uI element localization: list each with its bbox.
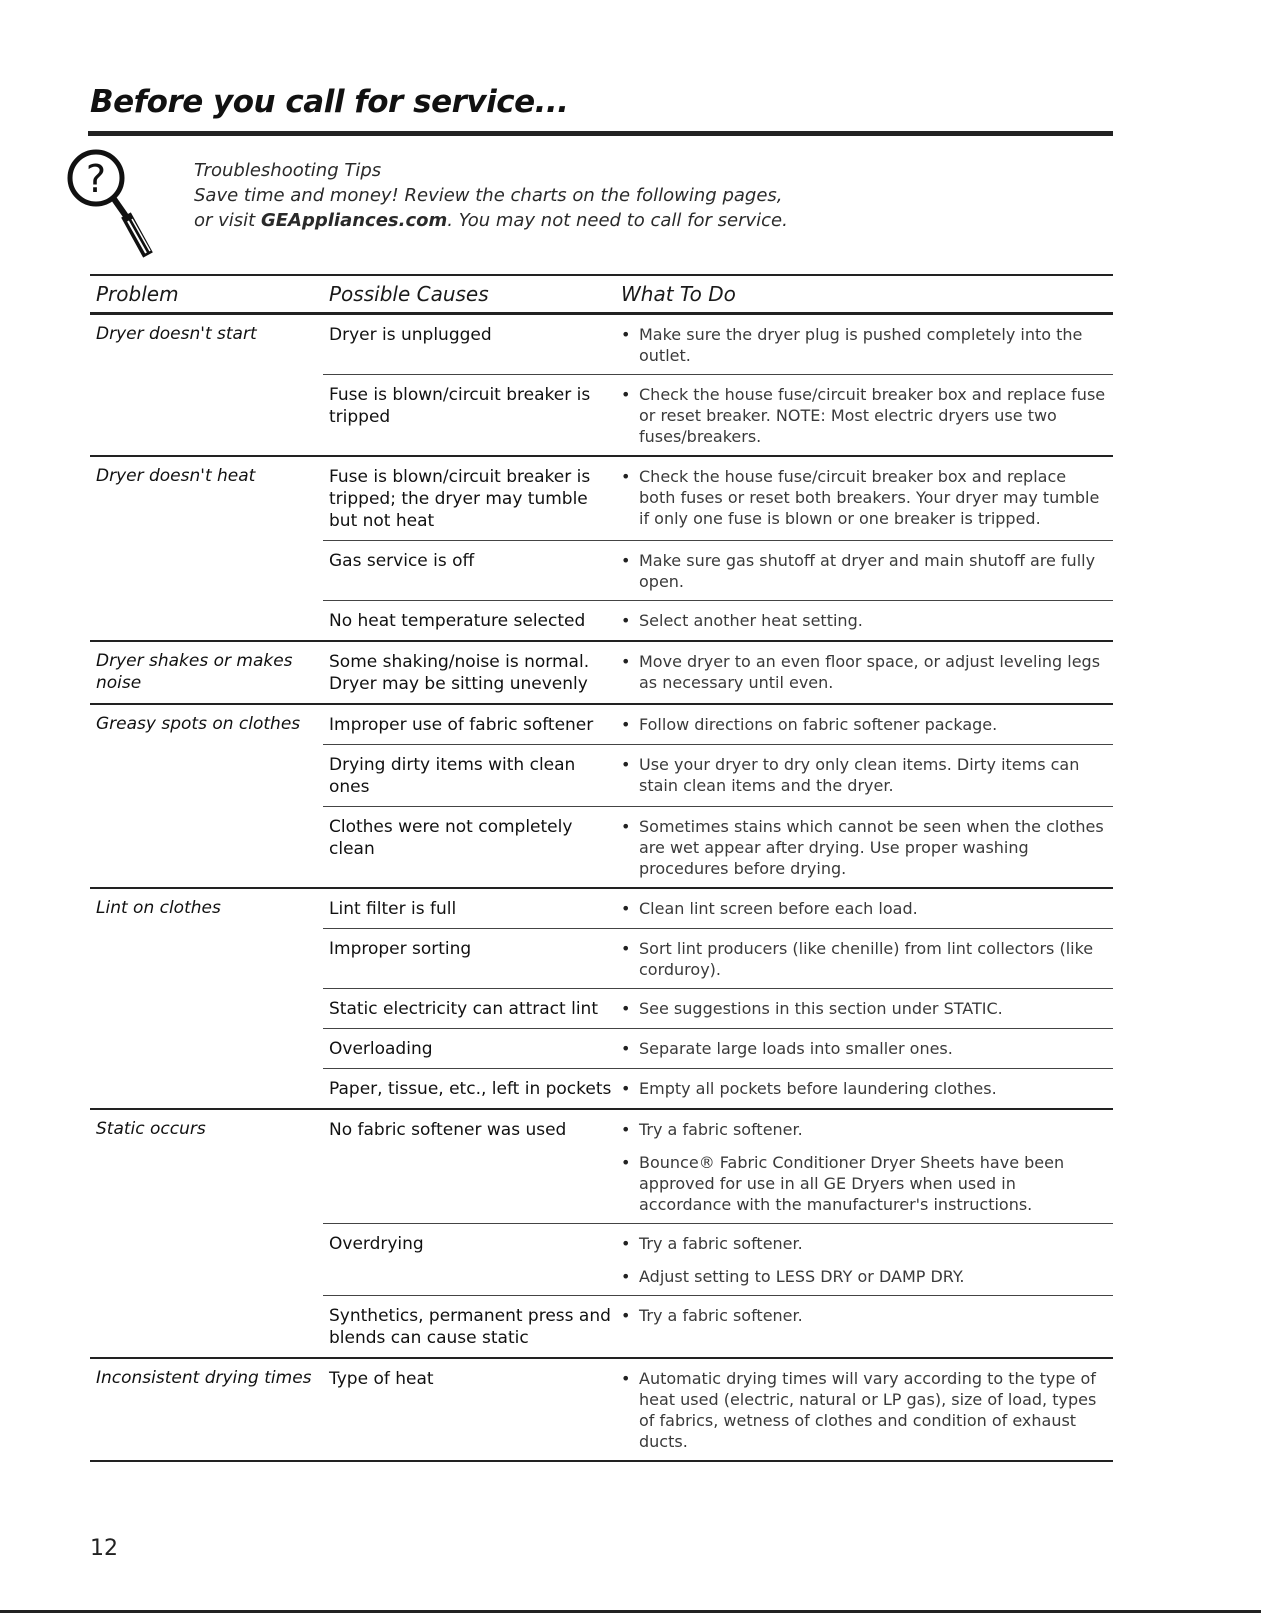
bullet-icon: • bbox=[621, 551, 631, 570]
bullet-icon: • bbox=[621, 325, 631, 344]
possible-cause: Synthetics, permanent press and blends can cause static bbox=[329, 1306, 611, 1348]
what-to-do-list bbox=[621, 610, 1113, 632]
what-to-do-item bbox=[621, 1305, 1113, 1326]
what-to-do-text: Follow directions on fabric softener package. bbox=[639, 715, 998, 734]
what-to-do-list bbox=[621, 998, 1113, 1020]
table-row bbox=[323, 1224, 1113, 1296]
what-to-do-item bbox=[621, 550, 1113, 592]
possible-cause: Fuse is blown/circuit breaker is tripped; the dryer may tumble but not heat bbox=[329, 467, 591, 531]
what-to-do-item bbox=[621, 1038, 1113, 1059]
what-to-do-text: Empty all pockets before laundering clothes. bbox=[639, 1079, 997, 1098]
possible-cause: Fuse is blown/circuit breaker is tripped bbox=[329, 385, 591, 427]
table-row bbox=[323, 1110, 1113, 1224]
what-to-do-list bbox=[621, 754, 1113, 798]
what-to-do-text: See suggestions in this section under STATIC. bbox=[639, 999, 1003, 1018]
header-what-to-do: What To Do bbox=[621, 282, 736, 306]
bullet-icon: • bbox=[621, 715, 631, 734]
problem-group bbox=[90, 457, 1113, 642]
bullet-icon: • bbox=[621, 611, 631, 630]
what-to-do-text: Make sure the dryer plug is pushed completely into the outlet. bbox=[639, 325, 1083, 365]
bullet-icon: • bbox=[621, 755, 631, 774]
what-to-do-list bbox=[621, 1305, 1113, 1349]
causes-list bbox=[323, 642, 1113, 703]
what-to-do-list bbox=[621, 651, 1113, 695]
what-to-do-list bbox=[621, 1119, 1113, 1215]
problem-group bbox=[90, 315, 1113, 457]
causes-list bbox=[323, 1359, 1113, 1460]
table-row bbox=[323, 929, 1113, 989]
what-to-do-list bbox=[621, 324, 1113, 366]
table-body bbox=[90, 315, 1113, 1462]
what-to-do-item bbox=[621, 998, 1113, 1019]
problem-group bbox=[90, 705, 1113, 889]
table-row bbox=[323, 1069, 1113, 1108]
what-to-do-item bbox=[621, 938, 1113, 980]
bullet-icon: • bbox=[621, 817, 631, 836]
what-to-do-list bbox=[621, 714, 1113, 736]
bullet-icon: • bbox=[621, 1039, 631, 1058]
what-to-do-item bbox=[621, 816, 1113, 879]
table-row bbox=[323, 315, 1113, 375]
title-rule bbox=[88, 131, 1113, 136]
what-to-do-text: Adjust setting to LESS DRY or DAMP DRY. bbox=[639, 1267, 965, 1286]
what-to-do-list bbox=[621, 384, 1113, 447]
possible-cause: Gas service is off bbox=[329, 551, 475, 571]
possible-cause: Some shaking/noise is normal. Dryer may be sitting unevenly bbox=[329, 652, 590, 694]
bullet-icon: • bbox=[621, 1153, 631, 1172]
bullet-icon: • bbox=[621, 385, 631, 404]
what-to-do-list bbox=[621, 550, 1113, 592]
problem-group bbox=[90, 889, 1113, 1110]
what-to-do-item bbox=[621, 651, 1113, 693]
problem-label: Dryer doesn't start bbox=[96, 324, 257, 344]
troubleshooting-table bbox=[90, 274, 1113, 1462]
problem-label: Dryer doesn't heat bbox=[96, 466, 256, 486]
table-row bbox=[323, 642, 1113, 703]
possible-cause: Drying dirty items with clean ones bbox=[329, 755, 576, 797]
table-row bbox=[323, 1029, 1113, 1069]
bullet-icon: • bbox=[621, 1267, 631, 1286]
what-to-do-list bbox=[621, 1368, 1113, 1452]
what-to-do-item bbox=[621, 1152, 1113, 1215]
causes-list bbox=[323, 1110, 1113, 1357]
what-to-do-item bbox=[621, 714, 1113, 735]
possible-cause: Static electricity can attract lint bbox=[329, 999, 598, 1019]
bullet-icon: • bbox=[621, 1306, 631, 1325]
page-title: Before you call for service... bbox=[90, 84, 569, 120]
table-row bbox=[323, 601, 1113, 640]
bullet-icon: • bbox=[621, 1079, 631, 1098]
what-to-do-text: Separate large loads into smaller ones. bbox=[639, 1039, 953, 1058]
page-number: 12 bbox=[90, 1536, 118, 1561]
table-row bbox=[323, 889, 1113, 929]
question-magnifier-icon bbox=[62, 149, 188, 269]
what-to-do-item bbox=[621, 1119, 1113, 1140]
causes-list bbox=[323, 457, 1113, 640]
bullet-icon: • bbox=[621, 939, 631, 958]
problem-group bbox=[90, 1110, 1113, 1359]
problem-label: Inconsistent drying times bbox=[96, 1368, 312, 1388]
what-to-do-item bbox=[621, 1368, 1113, 1452]
what-to-do-list bbox=[621, 1233, 1113, 1287]
what-to-do-text: Try a fabric softener. bbox=[639, 1234, 803, 1253]
what-to-do-text: Select another heat setting. bbox=[639, 611, 863, 630]
possible-cause: Improper sorting bbox=[329, 939, 472, 959]
causes-list bbox=[323, 889, 1113, 1108]
table-row bbox=[323, 457, 1113, 541]
bullet-icon: • bbox=[621, 1369, 631, 1388]
table-row bbox=[323, 375, 1113, 455]
bullet-icon: • bbox=[621, 652, 631, 671]
bullet-icon: • bbox=[621, 899, 631, 918]
tips-line-2-after: . You may not need to call for service. bbox=[447, 210, 788, 231]
what-to-do-item bbox=[621, 466, 1113, 529]
what-to-do-list bbox=[621, 1038, 1113, 1060]
what-to-do-text: Try a fabric softener. bbox=[639, 1120, 803, 1139]
tips-heading: Troubleshooting Tips bbox=[194, 160, 382, 181]
problem-label: Dryer shakes or makes noise bbox=[96, 651, 293, 693]
bottom-rule bbox=[0, 1610, 1261, 1613]
possible-cause: No fabric softener was used bbox=[329, 1120, 567, 1140]
what-to-do-item bbox=[621, 754, 1113, 796]
what-to-do-list bbox=[621, 898, 1113, 920]
what-to-do-text: Check the house fuse/circuit breaker box and replace fuse or reset breaker. NOTE: Most electric dryers use two fuses/breakers. bbox=[639, 385, 1106, 446]
what-to-do-list bbox=[621, 938, 1113, 980]
possible-cause: Dryer is unplugged bbox=[329, 325, 492, 345]
tips-line-2 bbox=[194, 208, 788, 233]
table-header bbox=[90, 274, 1113, 315]
what-to-do-text: Sort lint producers (like chenille) from lint collectors (like corduroy). bbox=[639, 939, 1094, 979]
header-problem: Problem bbox=[96, 282, 179, 306]
problem-label: Lint on clothes bbox=[96, 898, 221, 918]
what-to-do-text: Make sure gas shutoff at dryer and main shutoff are fully open. bbox=[639, 551, 1096, 591]
possible-cause: No heat temperature selected bbox=[329, 611, 586, 631]
problem-group bbox=[90, 1359, 1113, 1462]
what-to-do-text: Automatic drying times will vary according to the type of heat used (electric, natural or LP gas), size of load, types of fabrics, wetness of clothes and condition of exhaust ducts. bbox=[639, 1369, 1097, 1451]
problem-label: Static occurs bbox=[96, 1119, 206, 1139]
possible-cause: Clothes were not completely clean bbox=[329, 817, 573, 859]
what-to-do-text: Try a fabric softener. bbox=[639, 1306, 803, 1325]
possible-cause: Paper, tissue, etc., left in pockets bbox=[329, 1079, 612, 1099]
possible-cause: Overloading bbox=[329, 1039, 433, 1059]
bullet-icon: • bbox=[621, 467, 631, 486]
geappliances-link[interactable]: GEAppliances.com bbox=[260, 210, 448, 231]
what-to-do-item bbox=[621, 384, 1113, 447]
what-to-do-text: Check the house fuse/circuit breaker box and replace both fuses or reset both breakers. Your dryer may tumble if only one fuse is blown or one breaker is tripped. bbox=[639, 467, 1100, 528]
what-to-do-item bbox=[621, 1266, 1113, 1287]
problem-group bbox=[90, 642, 1113, 705]
table-row bbox=[323, 807, 1113, 887]
bullet-icon: • bbox=[621, 999, 631, 1018]
possible-cause: Improper use of fabric softener bbox=[329, 715, 594, 735]
what-to-do-item bbox=[621, 610, 1113, 631]
causes-list bbox=[323, 315, 1113, 455]
table-row bbox=[323, 1296, 1113, 1357]
table-row bbox=[323, 705, 1113, 745]
tips-line-1: Save time and money! Review the charts on the following pages, bbox=[194, 185, 783, 206]
what-to-do-list bbox=[621, 1078, 1113, 1100]
what-to-do-list bbox=[621, 466, 1113, 532]
problem-label: Greasy spots on clothes bbox=[96, 714, 301, 734]
what-to-do-item bbox=[621, 898, 1113, 919]
tips-line-2-before: or visit bbox=[194, 210, 261, 231]
what-to-do-item bbox=[621, 1233, 1113, 1254]
table-row bbox=[323, 745, 1113, 807]
possible-cause: Lint filter is full bbox=[329, 899, 457, 919]
table-row bbox=[323, 1359, 1113, 1460]
svg-text:?: ? bbox=[85, 157, 107, 201]
what-to-do-text: Move dryer to an even floor space, or adjust leveling legs as necessary until even. bbox=[639, 652, 1101, 692]
troubleshooting-tips bbox=[194, 158, 788, 233]
what-to-do-item bbox=[621, 1078, 1113, 1099]
possible-cause: Overdrying bbox=[329, 1234, 424, 1254]
what-to-do-text: Sometimes stains which cannot be seen when the clothes are wet appear after drying. Use proper washing procedures before drying. bbox=[639, 817, 1104, 878]
table-row bbox=[323, 541, 1113, 601]
what-to-do-item bbox=[621, 324, 1113, 366]
table-row bbox=[323, 989, 1113, 1029]
bullet-icon: • bbox=[621, 1234, 631, 1253]
causes-list bbox=[323, 705, 1113, 887]
header-possible-causes: Possible Causes bbox=[329, 282, 489, 306]
possible-cause: Type of heat bbox=[329, 1369, 434, 1389]
what-to-do-text: Use your dryer to dry only clean items. Dirty items can stain clean items and the dryer. bbox=[639, 755, 1080, 795]
what-to-do-list bbox=[621, 816, 1113, 879]
what-to-do-text: Bounce® Fabric Conditioner Dryer Sheets have been approved for use in all GE Dryers when used in accordance with the manufacturer's instructions. bbox=[639, 1153, 1065, 1214]
bullet-icon: • bbox=[621, 1120, 631, 1139]
what-to-do-text: Clean lint screen before each load. bbox=[639, 899, 918, 918]
